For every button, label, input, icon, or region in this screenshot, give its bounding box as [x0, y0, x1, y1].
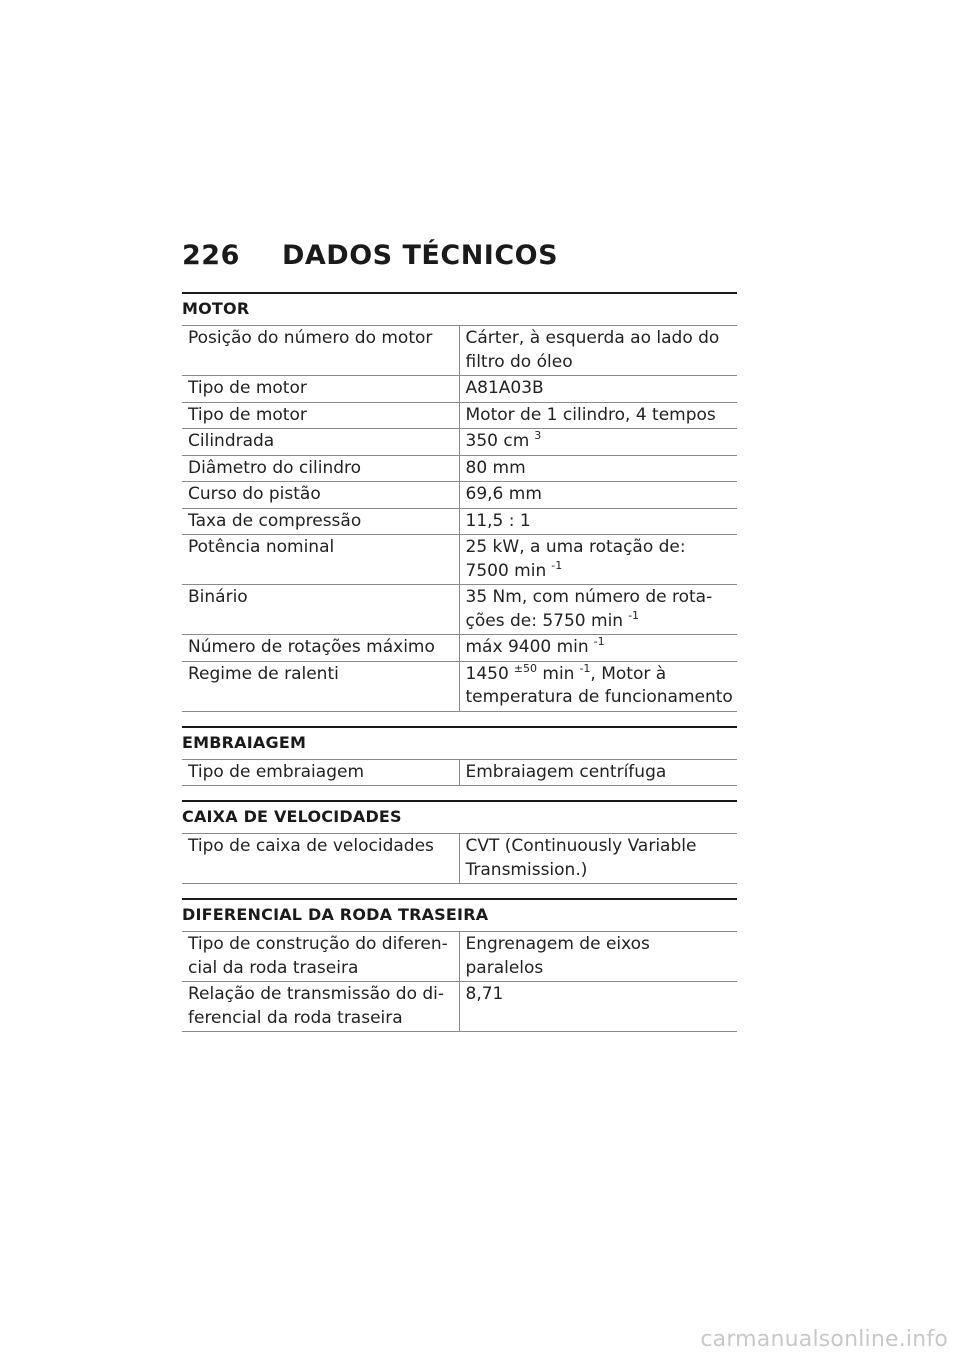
spec-label: Cilindrada: [182, 429, 459, 456]
spec-label: Tipo de caixa de velocidades: [182, 834, 459, 884]
spec-label: Taxa de compressão: [182, 508, 459, 535]
table-row: [182, 535, 737, 585]
label-line: Tipo de construção do diferen-: [188, 934, 448, 954]
section-title: EMBRAIAGEM: [182, 726, 737, 759]
page-number: 226: [182, 240, 240, 271]
spec-label: Posição do número do motor: [182, 326, 459, 376]
table-row: [182, 661, 737, 711]
value-line: ções de: 5750 min: [465, 610, 624, 631]
spec-label: Binário: [182, 585, 459, 635]
spec-table-diferencial: [182, 931, 737, 1032]
section-title: MOTOR: [182, 292, 737, 325]
spec-value: [459, 585, 737, 635]
spec-value: 8,71: [459, 982, 737, 1032]
table-row: [182, 482, 737, 509]
section-diferencial: [182, 898, 737, 1032]
page-header: [182, 240, 737, 292]
value-line: temperatura de funcionamento: [465, 687, 733, 707]
spec-table-motor: [182, 325, 737, 712]
table-row: [182, 585, 737, 635]
spec-label: Potência nominal: [182, 535, 459, 585]
value-line: 7500 min: [465, 560, 547, 581]
value-line: 25 kW, a uma rotação de:: [465, 537, 686, 557]
section-caixa-velocidades: [182, 800, 737, 884]
label-line: Relação de transmissão do di-: [188, 984, 445, 1004]
spec-label: Tipo de embraiagem: [182, 759, 459, 786]
spec-table-embraiagem: [182, 759, 737, 787]
spec-label: [182, 982, 459, 1032]
value-text: 350 cm: [465, 431, 530, 451]
spec-label: Regime de ralenti: [182, 661, 459, 711]
page-title: DADOS TÉCNICOS: [282, 240, 559, 271]
spec-value: Cárter, à esquerda ao lado do filtro do óleo: [459, 326, 737, 376]
value-text: 1450: [465, 663, 509, 684]
spec-value: 11,5 : 1: [459, 508, 737, 535]
superscript: ±50: [513, 661, 537, 675]
spec-label: [182, 932, 459, 982]
superscript: 3: [534, 429, 542, 442]
superscript: -1: [551, 558, 563, 572]
value-text: máx 9400 min: [465, 637, 589, 657]
table-row: [182, 429, 737, 456]
spec-value: [459, 429, 737, 456]
table-row: [182, 376, 737, 403]
spec-value: [459, 535, 737, 585]
table-row: [182, 759, 737, 786]
spec-value: CVT (Continuously Variable Transmission.): [459, 834, 737, 884]
section-title: CAIXA DE VELOCIDADES: [182, 800, 737, 833]
section-embraiagem: [182, 726, 737, 787]
spec-label: Curso do pistão: [182, 482, 459, 509]
superscript: -1: [593, 635, 605, 648]
label-line: cial da roda traseira: [188, 957, 359, 978]
spec-value: Embraiagem centrífuga: [459, 759, 737, 786]
spec-value: Engrenagem de eixos paralelos: [459, 932, 737, 982]
spec-value: 69,6 mm: [459, 482, 737, 509]
table-row: [182, 834, 737, 884]
spec-value: A81A03B: [459, 376, 737, 403]
spec-value: [459, 661, 737, 711]
table-row: [182, 982, 737, 1032]
value-text: , Motor à: [590, 663, 667, 684]
watermark: carmanualsonline.info: [700, 1327, 948, 1352]
manual-page: [182, 240, 737, 1032]
superscript: -1: [628, 608, 640, 622]
table-row: [182, 508, 737, 535]
spec-value: 80 mm: [459, 455, 737, 482]
table-row: [182, 402, 737, 429]
section-title: DIFERENCIAL DA RODA TRASEIRA: [182, 898, 737, 931]
table-row: [182, 455, 737, 482]
spec-value: [459, 635, 737, 662]
superscript: -1: [579, 661, 591, 675]
spec-table-caixa: [182, 833, 737, 884]
table-row: [182, 932, 737, 982]
spec-label: Tipo de motor: [182, 376, 459, 403]
value-text: min: [542, 663, 575, 684]
spec-value: Motor de 1 cilindro, 4 tempos: [459, 402, 737, 429]
section-motor: [182, 292, 737, 712]
spec-label: Diâmetro do cilindro: [182, 455, 459, 482]
table-row: [182, 326, 737, 376]
table-row: [182, 635, 737, 662]
label-line: ferencial da roda traseira: [188, 1007, 403, 1028]
value-line: 35 Nm, com número de rota-: [465, 587, 713, 607]
spec-label: Número de rotações máximo: [182, 635, 459, 662]
spec-label: Tipo de motor: [182, 402, 459, 429]
